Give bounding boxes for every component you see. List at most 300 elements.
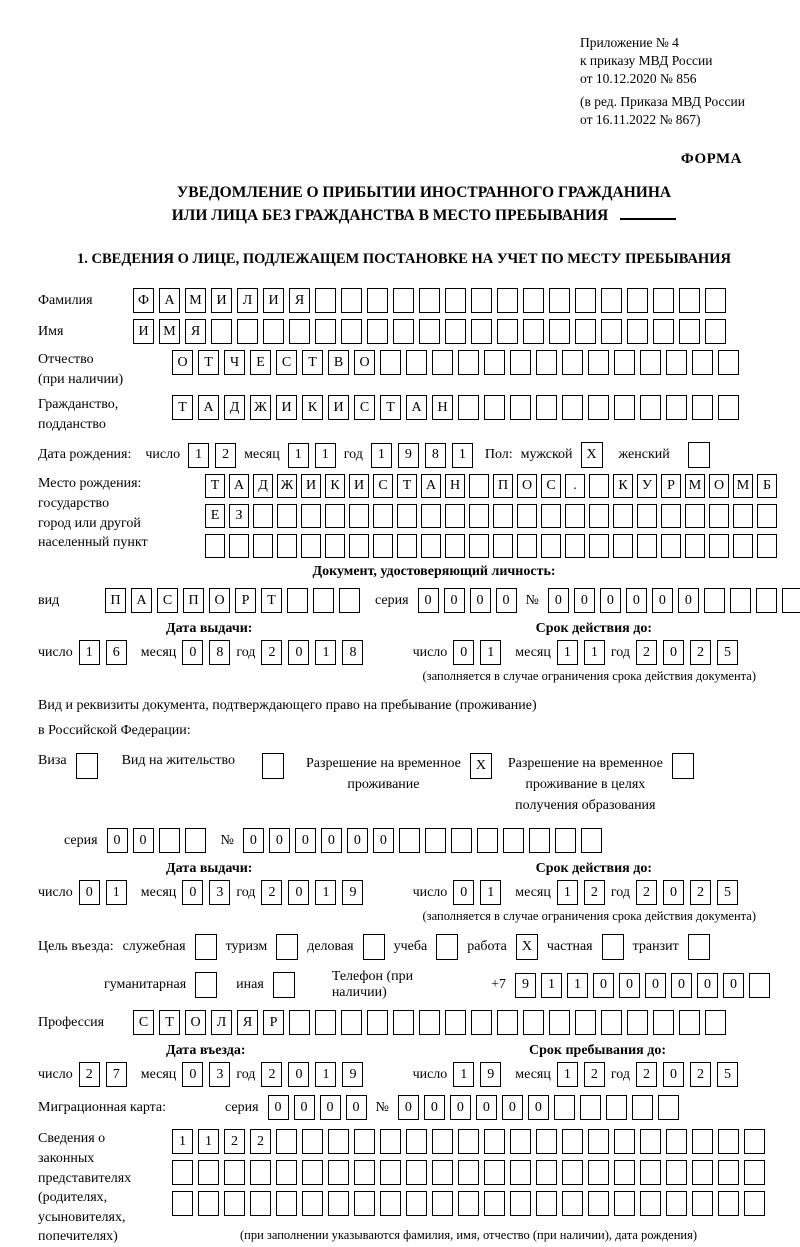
char-box: Я	[185, 319, 206, 344]
phone-boxes	[515, 973, 770, 998]
char-box: 0	[424, 1095, 445, 1120]
year-label: год	[610, 1066, 630, 1082]
patronymic-label-line2: (при наличии)	[38, 371, 124, 387]
residence-series-boxes	[107, 828, 206, 853]
char-box: 9	[342, 1062, 363, 1087]
purpose-other-label: иная	[236, 977, 264, 993]
temp-residence-education-label-line2: проживание в целях	[525, 777, 646, 793]
char-box: И	[276, 395, 297, 420]
char-box: Д	[253, 474, 273, 498]
char-box	[315, 288, 336, 313]
char-box: 9	[480, 1062, 501, 1087]
purpose-tourism-checkbox	[276, 934, 298, 960]
char-box: 0	[671, 973, 692, 998]
char-box	[523, 288, 544, 313]
char-box	[588, 1160, 609, 1185]
char-box: 2	[690, 640, 711, 665]
char-box	[302, 1129, 323, 1154]
residence-permit-checkbox	[262, 753, 284, 779]
representatives-row	[38, 1129, 770, 1247]
char-box	[588, 395, 609, 420]
attachment-line: Приложение № 4	[580, 35, 679, 50]
surname-boxes	[133, 288, 726, 313]
char-box	[632, 1095, 653, 1120]
representatives-label	[38, 1129, 172, 1247]
char-box: Л	[237, 288, 258, 313]
identity-doc-type-row	[38, 588, 770, 613]
char-box: 0	[398, 1095, 419, 1120]
char-box	[367, 319, 388, 344]
attachment-line: от 10.12.2020 № 856	[580, 71, 697, 87]
char-box: Я	[237, 1010, 258, 1035]
char-box: Т	[380, 395, 401, 420]
char-box	[613, 534, 633, 558]
char-box	[541, 504, 561, 528]
char-box	[653, 319, 674, 344]
char-box: 0	[528, 1095, 549, 1120]
stay-until-date	[413, 1062, 738, 1087]
surname-label: Фамилия	[38, 292, 93, 308]
entry-day-boxes	[79, 1062, 127, 1087]
char-box	[517, 534, 537, 558]
purpose-private-checkbox	[602, 934, 624, 960]
year-label: год	[610, 644, 630, 660]
attachment-edit-line: (в ред. Приказа МВД России	[580, 93, 745, 109]
char-box: Р	[661, 474, 681, 498]
char-box	[419, 1010, 440, 1035]
char-box	[301, 534, 321, 558]
day-label: число	[412, 1066, 448, 1082]
char-box	[421, 504, 441, 528]
issue-month-boxes	[182, 640, 230, 665]
migration-card-row	[38, 1095, 770, 1120]
char-box: 1	[198, 1129, 219, 1154]
form-title	[78, 182, 770, 227]
char-box: 0	[268, 1095, 289, 1120]
residence-permit-option	[122, 753, 284, 779]
char-box	[733, 504, 753, 528]
char-box: 0	[295, 828, 316, 853]
residence-permit-label: Вид на жительство	[121, 753, 235, 769]
char-box: С	[133, 1010, 154, 1035]
char-box: А	[198, 395, 219, 420]
char-box	[451, 828, 472, 853]
issue-month-boxes	[182, 880, 230, 905]
char-box	[709, 534, 729, 558]
char-box	[637, 504, 657, 528]
char-box: 9	[398, 443, 419, 468]
char-box	[606, 1095, 627, 1120]
char-box: 9	[515, 973, 536, 998]
char-box	[484, 395, 505, 420]
char-box	[406, 1191, 427, 1216]
char-box	[497, 288, 518, 313]
doc-series-boxes	[418, 588, 517, 613]
valid-month-boxes	[557, 880, 605, 905]
char-box	[536, 395, 557, 420]
doc-series-label: серия	[375, 592, 409, 608]
char-box	[536, 1191, 557, 1216]
char-box: 2	[224, 1129, 245, 1154]
char-box: И	[301, 474, 321, 498]
identity-doc-note: (заполняется в случае ограничения срока действия документа)	[422, 669, 756, 684]
residence-issue-date	[38, 880, 363, 905]
purpose-work-checkbox: X	[516, 934, 538, 960]
visa-option	[38, 753, 98, 779]
char-box: Т	[205, 474, 225, 498]
residence-number-boxes	[243, 828, 602, 853]
residence-series-label: серия	[64, 832, 98, 848]
char-box	[432, 1191, 453, 1216]
char-box	[666, 1129, 687, 1154]
char-box	[744, 1160, 765, 1185]
char-box	[666, 395, 687, 420]
representatives-boxes-row2	[172, 1160, 765, 1185]
char-box	[705, 319, 726, 344]
char-box	[421, 534, 441, 558]
sex-label: Пол:	[484, 447, 513, 463]
purpose-transit-checkbox	[688, 934, 710, 960]
char-box: 0	[373, 828, 394, 853]
temp-residence-education-label	[508, 753, 663, 816]
char-box	[445, 288, 466, 313]
char-box: 0	[288, 880, 309, 905]
char-box	[614, 1129, 635, 1154]
char-box	[341, 288, 362, 313]
char-box: 0	[502, 1095, 523, 1120]
char-box	[471, 1010, 492, 1035]
char-box	[277, 504, 297, 528]
char-box: 1	[315, 1062, 336, 1087]
char-box: А	[421, 474, 441, 498]
char-box: Т	[198, 350, 219, 375]
month-label: месяц	[140, 884, 177, 900]
identity-doc-date-headings	[38, 621, 770, 637]
char-box	[510, 1191, 531, 1216]
char-box: О	[185, 1010, 206, 1035]
char-box	[733, 534, 753, 558]
stay-day-boxes	[453, 1062, 501, 1087]
month-label: месяц	[515, 884, 551, 900]
month-label: месяц	[515, 1066, 551, 1082]
char-box: О	[209, 588, 230, 613]
entry-year-boxes	[261, 1062, 363, 1087]
entry-date-heading: Дата въезда:	[166, 1043, 246, 1059]
char-box	[349, 504, 369, 528]
char-box	[523, 1010, 544, 1035]
char-box	[562, 350, 583, 375]
char-box: 0	[182, 880, 203, 905]
char-box	[601, 1010, 622, 1035]
char-box: Ч	[224, 350, 245, 375]
char-box: 0	[182, 1062, 203, 1087]
char-box	[445, 534, 465, 558]
citizenship-boxes	[172, 395, 739, 420]
char-box	[484, 1160, 505, 1185]
char-box	[302, 1191, 323, 1216]
migration-card-label: Миграционная карта:	[38, 1099, 167, 1115]
char-box	[471, 319, 492, 344]
char-box	[393, 319, 414, 344]
char-box: Я	[289, 288, 310, 313]
representatives-label-line6: попечителях)	[38, 1229, 118, 1245]
char-box: 1	[557, 1062, 578, 1087]
char-box	[484, 1191, 505, 1216]
char-box	[575, 288, 596, 313]
char-box: 1	[371, 443, 392, 468]
char-box	[159, 828, 180, 853]
char-box: 2	[636, 640, 657, 665]
char-box	[613, 504, 633, 528]
birthplace-boxes-row1	[205, 474, 777, 498]
char-box	[287, 588, 308, 613]
char-box	[315, 1010, 336, 1035]
temp-residence-education-option	[508, 753, 694, 816]
char-box: В	[328, 350, 349, 375]
attachment-header	[580, 34, 770, 129]
citizenship-label-line1: Гражданство,	[38, 397, 119, 413]
char-box: 1	[557, 640, 578, 665]
char-box: А	[159, 288, 180, 313]
patronymic-row	[38, 350, 770, 389]
char-box	[205, 534, 225, 558]
day-label: число	[38, 644, 73, 660]
char-box: С	[541, 474, 561, 498]
char-box: 2	[636, 880, 657, 905]
char-box	[589, 504, 609, 528]
citizenship-label-line2: подданство	[38, 416, 106, 432]
entry-date-headings	[38, 1043, 770, 1059]
char-box: 2	[215, 443, 236, 468]
char-box	[588, 1129, 609, 1154]
char-box: 0	[626, 588, 647, 613]
residence-doc-note: (заполняется в случае ограничения срока действия документа)	[422, 909, 756, 924]
sex-female-label: женский	[618, 447, 670, 463]
day-label: число	[38, 1066, 73, 1082]
char-box: 8	[425, 443, 446, 468]
char-box	[581, 828, 602, 853]
char-box	[432, 350, 453, 375]
valid-day-boxes	[453, 640, 501, 665]
purpose-row2	[38, 969, 770, 1001]
char-box	[549, 319, 570, 344]
birthplace-boxes	[205, 474, 777, 558]
char-box: 0	[453, 640, 474, 665]
stay-month-boxes	[557, 1062, 605, 1087]
char-box: 8	[342, 640, 363, 665]
char-box	[458, 395, 479, 420]
char-box	[237, 319, 258, 344]
given-name-row	[38, 319, 770, 344]
char-box	[477, 828, 498, 853]
identity-doc-dates-row	[38, 640, 770, 665]
char-box: 0	[288, 1062, 309, 1087]
char-box	[705, 1010, 726, 1035]
purpose-official-checkbox	[195, 934, 217, 960]
char-box: 0	[418, 588, 439, 613]
residence-number-label: №	[220, 832, 234, 848]
char-box	[661, 504, 681, 528]
char-box	[666, 350, 687, 375]
char-box	[172, 1160, 193, 1185]
char-box: 1	[315, 880, 336, 905]
char-box	[172, 1191, 193, 1216]
char-box: 1	[315, 640, 336, 665]
char-box	[517, 504, 537, 528]
char-box: А	[229, 474, 249, 498]
form-title-line1: УВЕДОМЛЕНИЕ О ПРИБЫТИИ ИНОСТРАННОГО ГРАЖДАНИНА	[176, 184, 672, 202]
char-box: Т	[172, 395, 193, 420]
char-box	[666, 1191, 687, 1216]
visa-checkbox	[76, 753, 98, 779]
char-box	[614, 350, 635, 375]
birthplace-label-line2: государство	[38, 496, 110, 511]
char-box	[399, 828, 420, 853]
purpose-private-label: частная	[546, 939, 593, 955]
valid-day-boxes	[453, 880, 501, 905]
char-box: 2	[261, 880, 282, 905]
char-box: 0	[243, 828, 264, 853]
char-box: З	[229, 504, 249, 528]
char-box: Ф	[133, 288, 154, 313]
char-box: 0	[548, 588, 569, 613]
char-box	[469, 504, 489, 528]
char-box: 0	[269, 828, 290, 853]
char-box	[565, 534, 585, 558]
char-box: П	[183, 588, 204, 613]
char-box	[510, 395, 531, 420]
char-box: 1	[288, 443, 309, 468]
birthplace-label-line3: город или другой	[38, 515, 141, 531]
char-box	[313, 588, 334, 613]
char-box	[354, 1160, 375, 1185]
char-box	[749, 973, 770, 998]
char-box: А	[131, 588, 152, 613]
char-box: Т	[159, 1010, 180, 1035]
char-box: 2	[261, 1062, 282, 1087]
char-box: 7	[106, 1062, 127, 1087]
char-box	[458, 1129, 479, 1154]
char-box: 2	[690, 1062, 711, 1087]
char-box: 1	[452, 443, 473, 468]
char-box	[757, 504, 777, 528]
char-box: П	[105, 588, 126, 613]
birthdate-label: Дата рождения:	[38, 447, 132, 463]
char-box: .	[565, 474, 585, 498]
residence-valid-date	[413, 880, 738, 905]
birthdate-row	[38, 442, 770, 468]
char-box	[529, 828, 550, 853]
char-box	[705, 288, 726, 313]
char-box	[325, 534, 345, 558]
char-box: 1	[480, 640, 501, 665]
purpose-tourism-label: туризм	[225, 939, 268, 955]
month-label: месяц	[515, 644, 551, 660]
char-box: 2	[584, 1062, 605, 1087]
char-box	[692, 350, 713, 375]
char-box	[510, 350, 531, 375]
char-box: 0	[182, 640, 203, 665]
char-box	[373, 534, 393, 558]
char-box: 0	[107, 828, 128, 853]
char-box: Р	[263, 1010, 284, 1035]
month-label: месяц	[244, 447, 280, 463]
temp-residence-checkbox: X	[470, 753, 492, 779]
char-box	[637, 534, 657, 558]
char-box: 5	[717, 880, 738, 905]
char-box: 0	[678, 588, 699, 613]
char-box: И	[349, 474, 369, 498]
temp-residence-label-line2: проживание	[347, 777, 420, 793]
char-box	[458, 350, 479, 375]
birthplace-row	[38, 474, 770, 558]
representatives-boxes-row1	[172, 1129, 765, 1154]
doc-type-label: вид	[38, 593, 60, 609]
char-box	[627, 319, 648, 344]
day-label: число	[412, 644, 448, 660]
char-box: С	[276, 350, 297, 375]
char-box: 5	[717, 1062, 738, 1087]
char-box	[601, 288, 622, 313]
valid-month-boxes	[557, 640, 605, 665]
char-box: М	[685, 474, 705, 498]
purpose-transit-label: транзит	[632, 939, 679, 955]
birth-month-boxes	[288, 443, 336, 468]
entry-month-boxes	[182, 1062, 230, 1087]
char-box: 0	[321, 828, 342, 853]
char-box	[497, 1010, 518, 1035]
char-box	[685, 534, 705, 558]
char-box: Ж	[250, 395, 271, 420]
char-box	[510, 1160, 531, 1185]
char-box: Е	[205, 504, 225, 528]
char-box	[393, 288, 414, 313]
identity-valid-date	[413, 640, 738, 665]
char-box	[315, 319, 336, 344]
representatives-label-line3: представителях	[38, 1170, 132, 1186]
temp-residence-education-label-line1: Разрешение на временное	[507, 756, 663, 772]
char-box: 1	[453, 1062, 474, 1087]
char-box	[679, 1010, 700, 1035]
citizenship-row	[38, 395, 770, 434]
sex-male-checkbox: X	[581, 442, 603, 468]
char-box	[782, 588, 800, 613]
issue-date-heading: Дата выдачи:	[166, 861, 253, 877]
char-box: У	[637, 474, 657, 498]
char-box	[397, 504, 417, 528]
char-box	[730, 588, 751, 613]
char-box	[640, 1191, 661, 1216]
char-box: 3	[209, 1062, 230, 1087]
representatives-label-line4: (родителях,	[38, 1190, 108, 1206]
char-box	[744, 1129, 765, 1154]
char-box	[541, 534, 561, 558]
char-box	[325, 504, 345, 528]
purpose-business-label: деловая	[307, 939, 354, 955]
phone-label: Телефон (при наличии)	[331, 969, 414, 1001]
issue-day-boxes	[79, 880, 127, 905]
char-box: О	[709, 474, 729, 498]
char-box	[380, 1160, 401, 1185]
char-box	[339, 588, 360, 613]
char-box	[354, 1129, 375, 1154]
char-box	[349, 534, 369, 558]
char-box	[640, 1129, 661, 1154]
char-box	[276, 1160, 297, 1185]
char-box	[627, 288, 648, 313]
doc-number-label: №	[525, 592, 539, 608]
char-box	[198, 1160, 219, 1185]
